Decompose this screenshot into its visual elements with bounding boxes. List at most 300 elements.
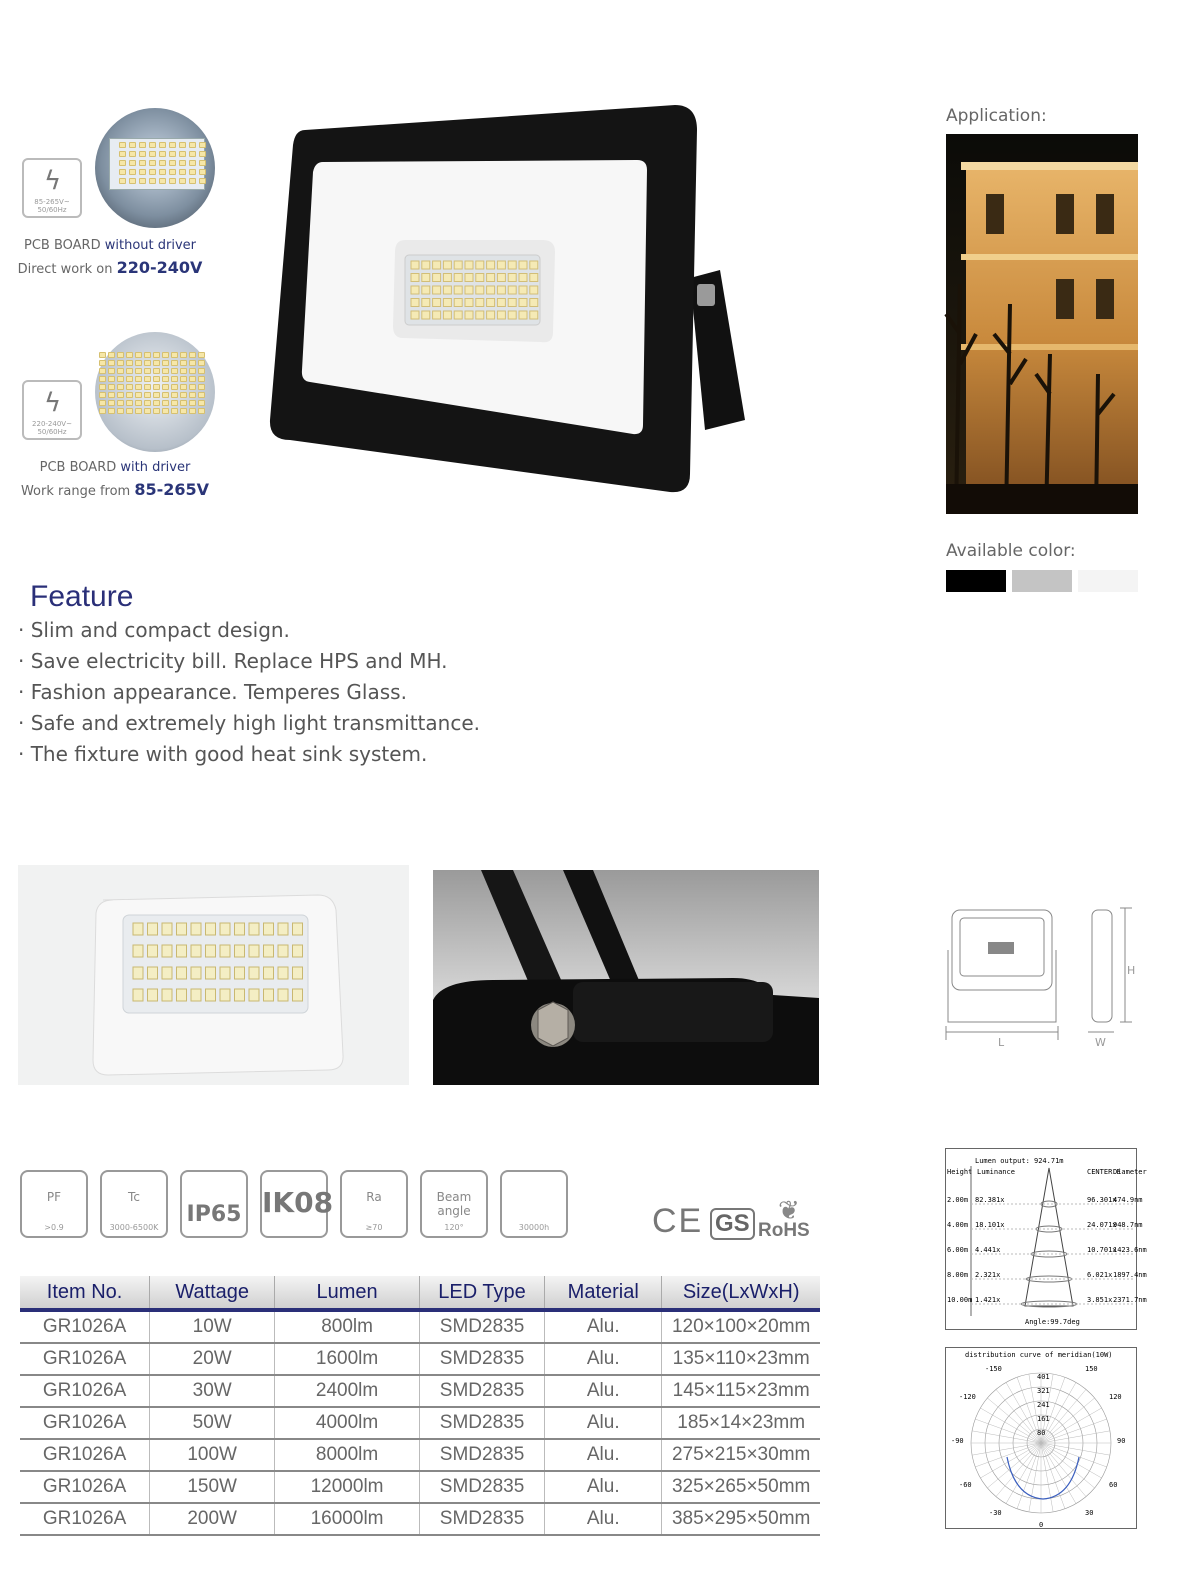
led-chip [179, 178, 186, 184]
led-chip [149, 151, 156, 157]
led-chip [162, 352, 169, 358]
led-chip [189, 151, 196, 157]
led-chip [153, 368, 160, 374]
led-chip [99, 368, 106, 374]
led-chip [220, 923, 230, 935]
lumen-row-h: 8.00m [947, 1271, 969, 1279]
led-chip [126, 392, 133, 398]
led-chip [135, 352, 142, 358]
power-factor-icon [20, 1170, 88, 1238]
spec-table [20, 1276, 820, 1536]
cert-icon-sub: 30000h [518, 1223, 550, 1232]
led-chip [162, 376, 169, 382]
led-chip [135, 400, 142, 406]
led-chip [119, 151, 126, 157]
led-chip [177, 967, 187, 979]
spec-cell: 185×14×23mm [662, 1407, 820, 1439]
spec-cell: SMD2835 [419, 1439, 544, 1471]
polar-angle-label: -60 [959, 1481, 972, 1489]
caption-line1-prefix: PCB BOARD [24, 238, 105, 253]
caption-line2-prefix: Work range from [20, 484, 135, 499]
lumen-row-d: 474.9nm [1113, 1196, 1143, 1204]
led-chip [189, 392, 196, 398]
led-chip [126, 368, 133, 374]
led-chip [117, 376, 124, 382]
spec-cell: 16000lm [275, 1503, 420, 1535]
led-chip [189, 178, 196, 184]
led-chip [198, 368, 205, 374]
lumen-row-c: 3.851x [1087, 1296, 1113, 1304]
color-swatch [1078, 570, 1138, 592]
available-color-label: Available color: [946, 541, 1076, 561]
ik08-icon [260, 1170, 334, 1238]
led-chip [454, 274, 462, 282]
spec-cell: Alu. [545, 1375, 662, 1407]
led-chip [149, 169, 156, 175]
led-chip [177, 989, 187, 1001]
rohs-leaf-icon: ❦ [778, 1196, 800, 1226]
polar-angle-label: 60 [1109, 1481, 1118, 1489]
spec-cell: 30W [150, 1375, 275, 1407]
led-chip [135, 376, 142, 382]
cert-icon-main: Ra [366, 1190, 382, 1204]
lightning-icon: ϟ [44, 166, 62, 196]
led-chip [508, 261, 516, 269]
led-chip [278, 967, 288, 979]
led-chip [198, 376, 205, 382]
spec-header-cell: LED Type [419, 1276, 544, 1310]
spec-table-row [20, 1503, 820, 1535]
led-chip [191, 989, 201, 1001]
feature-title: Feature [30, 580, 134, 613]
dimensions-drawing [940, 900, 1140, 1060]
led-chip [180, 384, 187, 390]
gs-mark: GS [710, 1208, 755, 1240]
led-chip [293, 945, 303, 957]
led-chip [278, 989, 288, 1001]
polar-angle-label: 120 [1109, 1393, 1122, 1401]
led-chip [249, 989, 259, 1001]
feature-text: Save electricity bill. Replace HPS and MH. [30, 649, 448, 673]
feature-item [18, 646, 480, 677]
led-chip [180, 352, 187, 358]
led-chip [171, 392, 178, 398]
lumen-row-d: 948.7nm [1113, 1221, 1143, 1229]
color-swatch [1012, 570, 1072, 592]
spec-cell: GR1026A [20, 1439, 150, 1471]
led-chip [198, 392, 205, 398]
led-chip [180, 400, 187, 406]
led-chip [159, 169, 166, 175]
led-chip [476, 261, 484, 269]
led-chip [476, 286, 484, 294]
led-chip [153, 408, 160, 414]
cert-icon-main: Beam angle [436, 1190, 472, 1218]
led-chip [433, 274, 441, 282]
width-label: W [1095, 1036, 1106, 1049]
spec-table-row [20, 1343, 820, 1375]
feature-item [18, 677, 480, 708]
led-chip [162, 408, 169, 414]
led-chip [144, 408, 151, 414]
lumen-row-h: 2.00m [947, 1196, 969, 1204]
feature-text: Fashion appearance. Temperes Glass. [30, 680, 407, 704]
led-chip [169, 160, 176, 166]
led-closeup-photo [18, 865, 409, 1085]
pcb-with-driver-caption [10, 457, 220, 503]
led-chip [443, 299, 451, 307]
spec-table-row [20, 1471, 820, 1503]
led-chip [189, 376, 196, 382]
led-chip [144, 368, 151, 374]
led-chip [144, 400, 151, 406]
cert-marks [652, 1196, 822, 1246]
led-chip [465, 311, 473, 319]
led-chip [180, 360, 187, 366]
led-chip [162, 400, 169, 406]
polar-ring-value: 321 [1037, 1387, 1050, 1395]
led-chip [108, 400, 115, 406]
lumen-row-d: 2371.7nm [1113, 1296, 1147, 1304]
voltage-icon [22, 158, 82, 218]
led-chip [497, 286, 505, 294]
led-chip [135, 384, 142, 390]
led-chip [162, 360, 169, 366]
pcb-with-driver-image [95, 332, 215, 452]
led-chip [117, 360, 124, 366]
led-chip [162, 384, 169, 390]
led-chip [108, 352, 115, 358]
cert-icon-sub: ≥70 [365, 1223, 383, 1232]
led-chip [169, 151, 176, 157]
led-chip [508, 274, 516, 282]
led-chip [129, 178, 136, 184]
led-chip [126, 376, 133, 382]
spec-cell: SMD2835 [419, 1503, 544, 1535]
led-chip [159, 151, 166, 157]
spec-table-row [20, 1375, 820, 1407]
led-chip [171, 400, 178, 406]
led-chip [133, 945, 143, 957]
polar-angle-label: 90 [1117, 1437, 1126, 1445]
led-chip [465, 261, 473, 269]
lumen-row-lum: 18.101x [975, 1221, 1005, 1229]
led-chip [235, 923, 245, 935]
led-chip [422, 286, 430, 294]
led-chip [99, 352, 106, 358]
spec-cell: GR1026A [20, 1407, 150, 1439]
led-chip [180, 392, 187, 398]
polar-ring-value: 161 [1037, 1415, 1050, 1423]
led-chip-grid [119, 142, 206, 184]
led-chip [476, 299, 484, 307]
led-chip [148, 945, 158, 957]
rohs-mark: RoHS [758, 1220, 810, 1241]
color-swatch [946, 570, 1006, 592]
polar-angle-label: -150 [985, 1365, 1002, 1373]
caption-line2-prefix: Direct work on [17, 262, 117, 277]
led-chip [153, 392, 160, 398]
led-chip [433, 286, 441, 294]
lumen-row-h: 6.00m [947, 1246, 969, 1254]
led-chip [177, 923, 187, 935]
spec-cell: Alu. [545, 1407, 662, 1439]
pcb-without-driver-caption [10, 235, 210, 281]
spec-cell: 2400lm [275, 1375, 420, 1407]
led-chip [422, 261, 430, 269]
led-chip [126, 384, 133, 390]
led-chip [139, 178, 146, 184]
led-chip [519, 286, 527, 294]
led-chip [220, 945, 230, 957]
led-chip [443, 286, 451, 294]
led-chip [133, 967, 143, 979]
led-chip [144, 360, 151, 366]
led-chip [135, 360, 142, 366]
led-chip [177, 945, 187, 957]
led-chip [454, 311, 462, 319]
led-chip [169, 142, 176, 148]
polar-ring-value: 80 [1037, 1429, 1046, 1437]
polar-angle-label: 150 [1085, 1365, 1098, 1373]
led-chip [530, 274, 538, 282]
led-chip [180, 376, 187, 382]
lumen-row-lum: 1.421x [975, 1296, 1001, 1304]
led-chip [144, 392, 151, 398]
lumen-output-chart [945, 1148, 1147, 1330]
led-chip [171, 352, 178, 358]
led-chip [189, 352, 196, 358]
led-chip [148, 967, 158, 979]
cert-icon-main: Tc [128, 1190, 140, 1204]
ip65-icon [180, 1170, 248, 1238]
voltage-icon-text: 85-265V~ 50/60Hz [34, 198, 70, 214]
led-chip [191, 967, 201, 979]
led-chip [454, 299, 462, 307]
led-chip [264, 923, 274, 935]
led-chip [422, 274, 430, 282]
led-chip [487, 261, 495, 269]
led-chip [530, 286, 538, 294]
led-chip [117, 392, 124, 398]
floodlight-product-image [265, 100, 755, 500]
led-chip [189, 408, 196, 414]
led-chip [139, 160, 146, 166]
led-chip [99, 384, 106, 390]
spec-cell: GR1026A [20, 1375, 150, 1407]
led-chip [264, 989, 274, 1001]
led-chip [179, 142, 186, 148]
lumen-row-lum: 2.321x [975, 1271, 1001, 1279]
lumen-row-lum: 82.381x [975, 1196, 1005, 1204]
led-chip [249, 967, 259, 979]
led-chip [129, 160, 136, 166]
led-chip [191, 945, 201, 957]
led-chip [293, 967, 303, 979]
beam-angle-icon [420, 1170, 488, 1238]
spec-cell: GR1026A [20, 1310, 150, 1343]
led-chip [519, 274, 527, 282]
spec-cell: Alu. [545, 1439, 662, 1471]
spec-cell: GR1026A [20, 1343, 150, 1375]
led-chip [264, 945, 274, 957]
led-chip [119, 178, 126, 184]
caption-line2-highlight: 220-240V [116, 258, 203, 277]
spec-cell: 200W [150, 1503, 275, 1535]
led-chip [108, 360, 115, 366]
caption-line2-highlight: 85-265V [134, 480, 210, 499]
spec-cell: Alu. [545, 1310, 662, 1343]
spec-cell: SMD2835 [419, 1471, 544, 1503]
led-chip [148, 923, 158, 935]
led-chip [198, 400, 205, 406]
led-chip [169, 169, 176, 175]
led-chip [220, 989, 230, 1001]
color-swatches [946, 570, 1138, 592]
led-chip [443, 261, 451, 269]
polar-distribution-chart [945, 1347, 1137, 1529]
led-chip [497, 274, 505, 282]
led-chip [199, 160, 206, 166]
application-label: Application: [946, 106, 1047, 126]
lumen-row-lum: 4.441x [975, 1246, 1001, 1254]
lumen-row-c: 24.071x [1087, 1221, 1117, 1229]
led-chip [189, 142, 196, 148]
led-chip [117, 368, 124, 374]
led-chip [99, 376, 106, 382]
led-chip [171, 360, 178, 366]
led-chip [465, 299, 473, 307]
lumen-row-d: 1423.6nm [1113, 1246, 1147, 1254]
cert-icon-sub: 3000-6500K [109, 1223, 159, 1232]
spec-cell: 4000lm [275, 1407, 420, 1439]
led-chip [519, 311, 527, 319]
led-chip [148, 989, 158, 1001]
led-chip [189, 384, 196, 390]
spec-cell: GR1026A [20, 1471, 150, 1503]
led-chip [159, 142, 166, 148]
feature-text: The fixture with good heat sink system. [30, 742, 428, 766]
polar-chart-title: distribution curve of meridian(10W) [965, 1351, 1113, 1359]
led-chip [117, 408, 124, 414]
led-chip [422, 311, 430, 319]
led-chip [519, 299, 527, 307]
led-chip [108, 376, 115, 382]
led-chip [206, 945, 216, 957]
spec-cell: GR1026A [20, 1503, 150, 1535]
color-temperature-icon [100, 1170, 168, 1238]
led-chip [169, 178, 176, 184]
led-chip [99, 408, 106, 414]
bullet: · [18, 680, 31, 704]
led-chip [189, 169, 196, 175]
polar-angle-label: 30 [1085, 1509, 1094, 1517]
spec-header-cell: Size(LxWxH) [662, 1276, 820, 1310]
led-chip [206, 923, 216, 935]
led-chip [487, 274, 495, 282]
led-chip [133, 989, 143, 1001]
spec-cell: 8000lm [275, 1439, 420, 1471]
led-chip [249, 923, 259, 935]
lumen-chart-title: Lumen output: 924.71m [975, 1157, 1064, 1165]
led-chip [162, 392, 169, 398]
polar-angle-label: -90 [951, 1437, 964, 1445]
height-label: H [1127, 964, 1136, 977]
lumen-row-d: 1897.4nm [1113, 1271, 1147, 1279]
spec-cell: 100W [150, 1439, 275, 1471]
led-chip [133, 923, 143, 935]
led-chip [108, 384, 115, 390]
spec-cell: SMD2835 [419, 1310, 544, 1343]
led-chip [487, 286, 495, 294]
feature-text: Safe and extremely high light transmittance. [30, 711, 480, 735]
led-chip [99, 400, 106, 406]
led-chip [153, 360, 160, 366]
led-chip [465, 286, 473, 294]
led-chip [117, 400, 124, 406]
led-chip [487, 311, 495, 319]
spec-cell: SMD2835 [419, 1375, 544, 1407]
led-chip [220, 967, 230, 979]
spec-header-cell: Wattage [150, 1276, 275, 1310]
polar-angle-label: -30 [989, 1509, 1002, 1517]
spec-cell: 20W [150, 1343, 275, 1375]
led-chip [476, 311, 484, 319]
led-chip [411, 274, 419, 282]
spec-cell: 120×100×20mm [662, 1310, 820, 1343]
led-chip [411, 286, 419, 294]
led-chip [189, 160, 196, 166]
led-chip [126, 360, 133, 366]
polar-angle-label: 0 [1039, 1521, 1044, 1529]
polar-ring-value: 241 [1037, 1401, 1050, 1409]
led-chip [264, 967, 274, 979]
length-label: L [998, 1036, 1005, 1049]
led-chip [149, 160, 156, 166]
spec-cell: SMD2835 [419, 1343, 544, 1375]
led-chip [198, 352, 205, 358]
cert-icon-main: PF [46, 1190, 62, 1204]
led-chip [206, 967, 216, 979]
spec-table-row [20, 1439, 820, 1471]
led-chip [235, 967, 245, 979]
spec-header-cell: Material [545, 1276, 662, 1310]
led-chip [199, 169, 206, 175]
led-chip [199, 178, 206, 184]
led-chip [153, 384, 160, 390]
led-chip [139, 151, 146, 157]
led-chip [508, 299, 516, 307]
lumen-row-h: 10.00m [947, 1296, 973, 1304]
spec-cell: 325×265×50mm [662, 1471, 820, 1503]
led-chip [162, 923, 172, 935]
voltage-icon [22, 380, 82, 440]
led-chip [162, 967, 172, 979]
led-chip [530, 261, 538, 269]
led-chip [126, 400, 133, 406]
led-chip [119, 160, 126, 166]
feature-item [18, 739, 480, 770]
spec-cell: 10W [150, 1310, 275, 1343]
pcb-without-driver-image [95, 108, 215, 228]
feature-item [18, 615, 480, 646]
spec-table-row [20, 1310, 820, 1343]
spec-cell: 145×115×23mm [662, 1375, 820, 1407]
led-chip [180, 368, 187, 374]
led-chip [411, 261, 419, 269]
application-photo [946, 134, 1138, 514]
voltage-icon-text: 220-240V~ 50/60Hz [32, 420, 72, 436]
